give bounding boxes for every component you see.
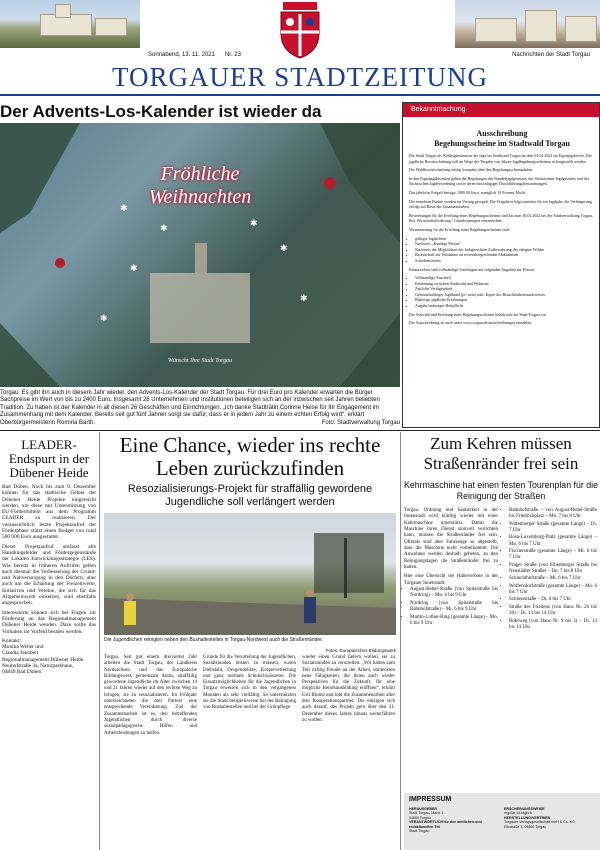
notice-title-1: Ausschreibung bbox=[476, 129, 528, 138]
street-item: • Schlossstraße – Di. 6 bis 7 Uhr bbox=[509, 597, 597, 603]
imp-line: Stadt Torgau bbox=[409, 829, 430, 834]
issue-number: Nr. 23 bbox=[224, 52, 241, 58]
street-item: • Nordring (von Spitalstraße bis Bahnhofstraße) – Mi. 6 bis 9 Uhr bbox=[410, 601, 498, 614]
notice-list-item: • Zeitliche Verfügbarkeit bbox=[415, 286, 595, 292]
street-item: • Schlachthofstraße – Mi. 6 bis 7 Uhr bbox=[509, 576, 597, 582]
street-item: • August-Bebel-Straße (von Spitalstraße bis Nordring) – Mo. 6 bis 9 Uhr bbox=[410, 587, 498, 600]
street-item: • Wolfersdorfstraße (gesamte Länge) – Mo. 6 bis 7 Uhr bbox=[509, 584, 597, 597]
notice-para: Das jährliche Entgelt beträgt: 1000,00 Euro, zuzüglich 19 Prozent MwSt. bbox=[409, 189, 527, 195]
column-divider bbox=[400, 432, 401, 850]
notice-list-item: • Nachweis der Möglichkeit der fachgerechten Aufbewahrung des erlegten Wildes bbox=[415, 247, 595, 253]
advent-caption-text: Torgau. Es gibt ihn auch in diesem Jahr wieder, den Advents-Los-Kalender der Stadt Torgau. Für drei Euro pro Kalender erwarten die Bürger Sachpreise im Wert von bis zu 2400 Euro. Insgesamt 26 Unternehmen und Institutionen beteiligen sich an der inzwischen seit Jahren beliebten Tradition. Zu haben ist der Kalender in all diesen 26 Geschäften und Einrichtungen. „Ich danke Stadträtin Corinne Heise für Ihr Engagement im Zusammenhang mit dem Kalender. Bereits seit gut fünf Jahren sorgt sie dafür, dass er in jedem Jahr zu einem echten Erfolg wird“, erklärt Oberbürgermeisterin Romina Barth. bbox=[0, 390, 380, 426]
contact-line: Monika Weber und bbox=[2, 644, 44, 651]
advent-photo-title: Fröhliche Weihnachten bbox=[148, 163, 252, 208]
contact-line: Neuhofstraße 3a, Naturparkhaus, bbox=[2, 663, 74, 670]
street-item: • Wittenberger Straße (gesamte Länge) – Di. 7 Uhr bbox=[509, 522, 597, 535]
notice-para: Die einzelnen Punkte werden im Vertrag geregelt. Die Vergabe erfolgt zunächst für ein Jagdjahr; die Verlängerung erfolgt auf Basis der Zusammenarbeit. bbox=[409, 198, 592, 210]
imp-line: VERANTWORTLICH für den amtlichen und redaktionellen Teil bbox=[409, 820, 482, 829]
main-photo bbox=[104, 513, 396, 635]
imp-line: Elbstraße 3, 04860 Torgau bbox=[504, 824, 547, 829]
main-headline: Eine Chance, wieder ins rechte Leben zurückzufinden bbox=[119, 433, 381, 480]
impressum-left bbox=[409, 807, 501, 833]
notice-para: Die Waldbewirtschaftung erfolgt komplett über den Begehungsscheininhaber. bbox=[409, 167, 534, 173]
notice-list-item: • Angabe bisheriger Haftpflicht bbox=[415, 303, 595, 309]
impressum-box bbox=[404, 793, 600, 850]
imp-line: HERAUSGEBER bbox=[409, 807, 437, 811]
right-col-2 bbox=[503, 508, 597, 632]
contact-line: Kontakt: bbox=[2, 637, 21, 644]
advent-headline: Der Advents-Los-Kalender ist wieder da bbox=[0, 102, 322, 121]
notice-title bbox=[407, 129, 597, 149]
imp-line: 04860 Torgau bbox=[409, 815, 431, 820]
column-divider bbox=[99, 432, 100, 850]
issue-date: Sonnabend, 13. 11. 2021 bbox=[148, 52, 215, 58]
notice-list-item: • Nachweis „Kundige Person“ bbox=[415, 241, 595, 247]
right-col-2-list bbox=[503, 508, 597, 631]
leader-para: Dieser Projektaufruf umfasst alle Handlungsfelder und Fördergegenstände der Lokalen Entwicklungsstrategie (LES). Wie bereits in früheren Aufrufen gelten auch diesmal die Verbesserung der Grund- und Nahversorgung in den Dörfern, aber auch um die Erhaltung der Freizeitwerte, Initiativen und Vereine, die sich für das Allgemeinwohl einsetzen, sind ebenfalls angesprochen. bbox=[2, 543, 96, 607]
notice-para: Bewerbungen für die Erteilung eines Begehungsscheines sind bis zum 30.01.2022 bei der Stadtverwaltung Torgau, Ref. Wirtschaftsförderung / Grundvermögen einzureichen. bbox=[409, 212, 593, 224]
notice-para: Einzureichen sind vollständige Unterlagen mit folgenden Angaben zur Person: bbox=[409, 266, 535, 272]
leader-para: Bad Düben. Noch bis zum 9. Dezember können für das städtische Gebiet der Dübener Heide Projekte eingereicht werden, um diese mit Unterstützung von EU-Fördermitteln aus dem Programm LEADER zu realisieren. Der voraussichtlich letzte Projektaufruf der Förderphase stützt einen Budget von rund 500 000 Euro ausgestattet. bbox=[2, 484, 96, 541]
leader-headline: LEADER-Endspurt in der Dübener Heide bbox=[8, 437, 90, 480]
right-subheadline: Kehrmaschine hat einen festen Tourenplan für die Reinigung der Straßen bbox=[404, 480, 598, 501]
main-col-1: Torgau. Seit gut einem dreiviertel Jahr arbeiten die Stadt Torgau, der Landkreis Nordsachsen und das Europäische Bildungswerk gemeinsam daran, straffällig gewordene Jugendliche im Alter zwischen 14 und 21 Jahren wieder auf den rechten Weg zu bringen, sie zu resozialisieren. Im Frühjahr unterzeichneten die drei Partner eine entsprechende Vereinbarung. Ziel der Zusammenarbeit ist es, den betreffenden Jugendlichen durch diverse sozialpädagogische Hilfen und Arbeitsleistungen zu helfen. bbox=[104, 655, 197, 736]
roadside-image bbox=[104, 513, 396, 635]
street-item: • Prager Straße (von Elbenburger Straße bis Neustädter Straße) – Do. 7 bis 8 Uhr bbox=[509, 563, 597, 576]
notice-list-item: • Vollständige Anschrift bbox=[415, 275, 595, 281]
main-col-2: Gründe für die Verurteilung der Jugendlichen, Sozialstunden leisten zu müssen, waren Diebstahl, Drogendelikte, Körperverletzung und ganz normale Schulschwänzerei. Die Einsatzmöglichkeiten für die Jugendlichen in Torgau erweisen sich in den vergangenen Monaten als sehr vielfältig. So unterstützten sie die Stadt beispielsweise bei der Reinigung von Bushaltestellen und bei der Grünpflege. bbox=[203, 655, 296, 711]
street-item: • Bahnhofstraße – von August-Bebel-Straße bis Friedrichplatz – Mo. 7 bis 8 Uhr bbox=[509, 508, 597, 521]
street-item: • Röhrweg (von Haus Nr. 9 bis 3) – Di. 13 bis 14 Uhr bbox=[509, 619, 597, 632]
imp-line: HERSTELLUNG/VERTRIEB bbox=[504, 815, 551, 820]
leader-contact bbox=[2, 638, 96, 676]
notice-list-item: • Entfernung zwischen Stadtwald und Wohnsitz bbox=[415, 281, 595, 287]
notice-para: Die Ausschreibung ist auch unter www.torgau.de/ausschreibungen einsehbar. bbox=[409, 320, 533, 326]
notice-title-2: Begehungsscheine im Stadtwald Torgau bbox=[434, 139, 570, 148]
notice-list bbox=[409, 236, 595, 264]
notice-list-item: • Bereitschaft zur Teilnahme an revierübergreifenden Maßnahmen bbox=[415, 252, 595, 258]
impressum-title: IMPRESSUM bbox=[409, 796, 452, 803]
contact-line: Regionalmanagement Dübener Heide bbox=[2, 656, 84, 663]
imp-line: regulär 14-täglich bbox=[504, 811, 532, 816]
town-photo-left bbox=[0, 0, 140, 48]
street-item: • Fischerstraße (gesamte Länge) – Mi. 6 bis 7 Uhr bbox=[509, 549, 597, 562]
imp-line: Stadt Torgau, Markt 1, bbox=[409, 811, 445, 816]
right-col-1-list bbox=[404, 587, 498, 627]
section-rule bbox=[0, 430, 600, 431]
advent-photo-subtitle: Wünscht Ihre Stadt Torgau bbox=[167, 358, 233, 364]
main-photo-caption: Die Jugendlichen reinigten neben den Bushaltestellen in Torgau-Nordwest auch die Straßenränder. bbox=[104, 637, 323, 643]
notice-para: Die Auswahl und Erteilung eines Begehungsscheines behält sich die Stadt Torgau vor. bbox=[409, 311, 547, 317]
notice-box bbox=[402, 102, 600, 428]
leader-para: Interessierte können sich bei Fragen zur Förderung an das Regionalmanagement Dübener Heide wenden. Dazu sollte das Vorhaben im Vorfeld beraten werden. bbox=[2, 609, 96, 635]
source-label: Nachrichten der Stadt Torgau bbox=[512, 52, 590, 58]
advent-photo-credit: Foto: Stadtverwaltung Torgau bbox=[321, 419, 400, 426]
leader-body bbox=[2, 484, 96, 676]
notice-list-2 bbox=[409, 275, 595, 309]
notice-para: Voraussetzung für die Erteilung eines Begehungsscheines sind: bbox=[409, 226, 511, 232]
contact-line: Claudia Jakobeit bbox=[2, 650, 39, 657]
right-col-1b-text: Hier eine Übersicht der Halteverbote in der Torgauer Innenstadt: bbox=[404, 574, 498, 586]
main-col-3: wieder einen Grund liefern wollen, sie zu Sozialstunden zu verurteilen. „Wir hatten zum Teil richtig Freude an der Arbeit, entdeckten neue Fähigkeiten, die ihnen auch wieder Perspektiven für die Zukunft, für eine mögliche Berufsausbildung eröffnen“, erklärt Grit Blume und lobt die Zusammenarbeit aller drei Kooperationspartner. Die einzigen sich auch darauf, das Projekt gern über den 31. Dezember dieses Jahres hinaus weiterführen zu wollen. bbox=[302, 655, 395, 723]
leader-article bbox=[0, 432, 96, 850]
masthead-title: TORGAUER STADTZEITUNG bbox=[111, 62, 489, 92]
imp-line: ERSCHEINUNGSWEISE bbox=[504, 807, 545, 811]
main-subheadline: Resozialisierungs-Projekt für straffällig gewordene Jugendliche soll verlängert werden bbox=[127, 483, 373, 508]
town-photo-right bbox=[455, 0, 600, 48]
right-headline: Zum Kehren müssen Straßenränder frei sein bbox=[423, 434, 579, 473]
notice-list-item: • Gebrauchsfähiger Jagdhund (ja / nein) inkl. Kopie des Brauchbarkeitsnachweises bbox=[415, 292, 595, 298]
advent-photo: ✱ ✱ ✱ ✱ ✱ ✱ ✱ Fröhliche Weihnachten Wünscht Ihre Stadt Torgau bbox=[0, 123, 400, 387]
right-col-1-text: Torgau. Ordnung und Sauberkeit in der Innenstadt wird künftig wieder mit einer Kehrmaschine unterstützt. Damit die Maschine ihren Dienst sinnvoll verrichten kann, müssen die Straßenränder frei sein. Oftmals sind aber Fahrzeuge so abgestellt, dass die Maschine nicht vorbeikommt. Die Anwohner werden deshalb gebeten, an den Reinigungstagen die Straßenränder frei zu halten. bbox=[404, 508, 498, 571]
street-item: • Rosa-Luxemburg-Platz (gesamte Länge) – Mo. 6 bis 7 Uhr bbox=[509, 535, 597, 548]
masthead-rule bbox=[0, 94, 600, 96]
masthead bbox=[0, 0, 600, 98]
meta-line bbox=[140, 48, 600, 62]
notice-list-item: • Bisherige jagdliche Erfahrungen bbox=[415, 297, 595, 303]
imp-line: Torgauer Verlagsgesellschaft mbH & Co. KG bbox=[504, 820, 575, 825]
notice-para: In den Eigenjagdbezirken gelten die Regelungen des Bundesjagdgesetzes, des Sächsischen Jagdgesetzes und der Sächsischen Jagdverordnung sowie deren einschlägiger Durchführungsbestimmungen. bbox=[409, 175, 590, 187]
notice-body bbox=[409, 153, 595, 329]
main-photo-credit: Fotos: Europäisches Bildungswerk bbox=[325, 648, 396, 653]
notice-list-item: • Schießnachweis bbox=[415, 258, 595, 264]
notice-label: Bekanntmachung bbox=[403, 103, 599, 117]
street-item: • Straße des Friedens (von Haus Nr. 26 bis 28) – Di. 13 bis 14 Uhr bbox=[509, 605, 597, 618]
advent-caption bbox=[0, 390, 400, 427]
street-item: • Martin-Luther-Ring (gesamte Länge) – Mo. 6 bis 9 Uhr bbox=[410, 615, 498, 628]
right-col-1 bbox=[404, 508, 498, 628]
contact-line: 04849 Bad Düben bbox=[2, 669, 42, 676]
notice-list-item: • gültiger Jagdschein bbox=[415, 236, 595, 242]
notice-para: Die Stadt Torgau als Waldeigentümerin der Jagd im Stadtwald Torgau ab dem 01.04.2022 im Eigenjagdrevier. Die jagdliche Bewirtschaftung soll im Wege der Vergabe von Jahres-Jagdbegehungsscheinen sichergestellt werden. bbox=[409, 153, 592, 164]
impressum-right bbox=[504, 807, 596, 829]
